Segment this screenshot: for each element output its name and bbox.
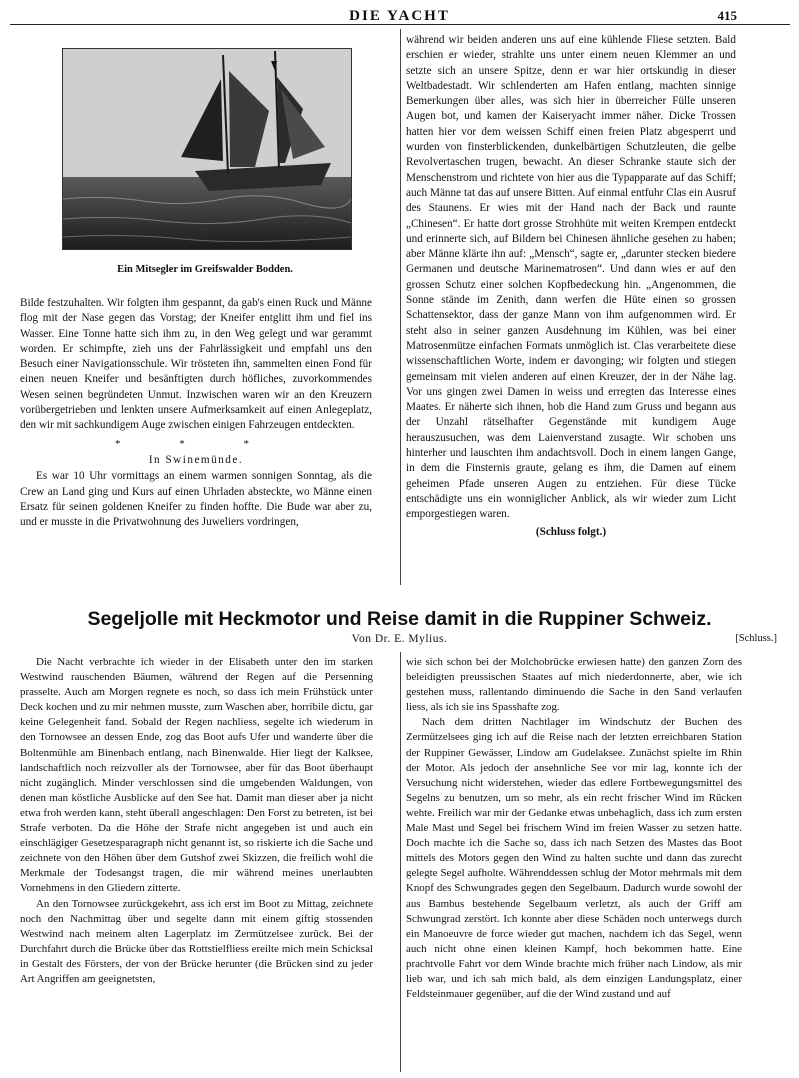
column-divider [400,652,401,1072]
sailboat-photo [62,48,352,250]
paragraph: Die Nacht verbrachte ich wieder in der Elisabeth unter den im starken Westwind rauschenden Bäumen, während der Regen auf die Persenning prasselte. Auch am Morgen regnete es noch, so dass ich mein Frühstück unter Deck kochen und zu mir nehmen musste, zum Waschen aber, horribile dictu, gar keine Gelegenheit fand. Sobald der Regen nachliess, segelte ich wiederum in den Tornowsee an dessen Ende, zog das Boot aufs Ufer und wanderte über die Boltenmühle am Binenbach entlang, nach Binenwalde. Hier liegt der Kalksee, landschaftlich noch reizvoller als der Tornowsee, aber für das Boot überhaupt nicht zugänglich. Minder verschlossen sind die umgebenden Waldungen, von denen man köstliche Ausblicke auf den See hat. Damit man dieser aber ja nicht etwa froh werden kann, steht überall angeschlagen: Den Forst zu betreten, ist bei Strafe verboten. Da die Höhe der Strafe nicht angegeben ist und auch ein einschlägiger Gesetzesparagraph nicht genannt ist, so riskierte ich die Sache und zeichnete von den Höhen über dem Gutshof zwei Skizzen, die freilich wohl die Merkmale der Todesangst tragen, die mir während meines unerlaubten Vornehmens in den Gliedern zitterte. [20,656,373,895]
paragraph: während wir beiden anderen uns auf eine kühlende Fliese setzten. Bald erschien er wieder, strahlte uns unter einem neuen Klemmer an und setzte sich an unsere Spitze, denn er war hier ortskundig in dieser Weltbadestadt. Wir schlenderten am Hafen entlang, machten sinnige Bemerkungen über alles, was sich hier in überreicher Fülle unseren Augen bot, und kamen der Kaiseryacht immer näher. Dicke Trossen hatten hier vor dem weissen Schiff einen freien Platz abgesperrt und wurden von finsterblickenden, dunkelbärtigen Schutzleuten, die gelbe Revolvertaschen trugen, bewacht. An dieser Schranke staute sich der Menschenstrom und richtete von hier aus die Typapparate auf das Schiff; auch Männe tat das auf unsere Bitten. Auf einmal entfuhr Clas ein Ausruf des Staunens. Er wies mit der Hand nach der Back und raunte „Chinesen“. Er hatte dort grosse Strohhüte mit weiten Krempen entdeckt und erinnerte sich, auf Bildern bei Chinesen ähnliche gesehen zu haben; aber Männe klärte ihn auf: „Mensch“, sagte er, „darunter stecken biedere Germanen und deutsche Marinematrosen“. Und dann wies er auf den grossen Schutz einer solchen Kopfbedeckung hin. „Angenommen, die Sonne stände im Zenith, dann werfen die Hüte einen so grossen Schattensektor, dass der ganze Mann von ihm aufgenommen wird. Er steht also in seiner ganzen Ausdehnung im Kühlen, was bei einer Matrosenmütze einfachen Formats unmöglich ist. Clas verarbeitete diese wissenschaftlichen Worte, indem er davonging; wir folgten und stiegen gemeinsam mit vielen anderen auf einen Kreuzer, der in der Nähe lag. Vor uns gingen zwei Damen in weiss und erregten das Interesse eines Maates. Er näherte sich ihnen, hob die Hand zum Gruss und begann aus der Unzahl rätselhafter Gegenstände mit kundigem Auge herauszusuchen, was dem Laienverstand zusagte. Wir schoben uns hinterher und lauschten ihm andachtsvoll. Doch in einem langen Gange, in dem die Finsternis graute, gelang es ihm, die Damen auf einem geheimen Pfade unseren Augen zu entziehen. Für diese Tücke entschädigte uns ein wonniglicher Anblick, als wir wieder zum Licht emporgestiegen waren. [406,34,736,521]
paragraph: wie sich schon bei der Molchobrücke erwiesen hatte) den ganzen Zorn des beleidigten preussischen Staates auf mich niederdonnerte, aber, wie ich gestehen muss, rallentando diminuendo die Sache in den Sand verlaufen liess, als ich sie ins Spasshafte zog. [406,656,742,714]
paragraph: Nach dem dritten Nachtlager im Windschutz der Buchen des Zermützelsees ging ich auf die Reise nach der letzten erreichbaren Station der Ruppiner Gewässer, Lindow am Gudelaksee. Zunächst spielte im Rhin der Motor. Als jedoch der ansehnliche See vor mir lag, konnte ich der Versuchung nicht widerstehen, wieder das edlere Fortbewegungsmittel des Segelns zu benutzen, um so mehr, als ein recht frischer Wind im Rücken wehte. Freilich war mir der Gedanke etwas unbehaglich, dass ich zum ersten Male Mast und Segel bei frischem Wind im freien Wasser zu setzen hatte. Doch machte ich die Sache so, dass ich nach Setzen des Mastes das Boot mittels des Motors gegen den Wind zu halten suchte und dann das zurecht gelegte Segel aufholte. Währenddessen schlug der Motor mehrmals mit dem Knopf des Schwungrades gegen den Segelbaum. Dadurch wurde sowohl der aus Bambus bestehende Segelbaum verletzt, als auch der Griff am Schwungrad zerstört. Ich konnte aber diese Schäden noch unterwegs durch ein Manoeuvre de force wieder gut machen, nachdem ich das Segel, wenn auch nicht ohne einen kleinen Kampf, hoch bekommen hatte. Eine prachtvolle Fahrt vor dem Winde brachte mich früher nach Lindow, als mir lieb war, und ich sah mich bald, als dem einzigen Landungsplatz, einer Feldsteinmauer gegenüber, auf die der Wind zustand und auf [406,716,742,1001]
article-left-column [20,655,373,987]
top-left-column [20,296,372,530]
section-subheading: In Swinemünde. [148,453,244,466]
top-right-column [406,33,736,540]
page-number: 415 [717,8,737,23]
column-divider [400,29,401,585]
article-title: Segeljolle mit Heckmotor und Reise damit in die Ruppiner Schweiz. [87,608,712,630]
sailboat-illustration [63,49,351,249]
journal-title: DIE YACHT [349,8,450,24]
figure-caption: Ein Mitsegler im Greifswalder Bodden. [117,264,293,275]
paragraph: An den Tornowsee zurückgekehrt, ass ich erst im Boot zu Mittag, zeichnete noch den Nachmittag über und segelte dann mit einem giftig stossenden Westwind nach meinem alten Lagerplatz im Zermützelsee zurück. Bei der Durchfahrt durch die Brücke über das Rottstielfliess ereilte mich mein Schicksal in Gestalt des Försters, der von der Brücke herunter (die Brücken sind zu jeder Art Angriffen am geeignetsten, [20,897,373,985]
paragraph: Bilde festzuhalten. Wir folgten ihm gespannt, da gab's einen Ruck und Männe flog mit der Nase gegen das Vorstag; der Kneifer entglitt ihm und fiel ins Wasser. Eine Tonne hatte sich ihm zu, in den Weg gelegt und war gerammt worden. Er schimpfte, zieh uns der Fahrlässigkeit und empfahl uns den Besuch einer Navigationsschule. Wir trösteten ihn, sammelten einen Fond für einen neuen Kneifer und besänftigten durch höfliches, zuvorkommendes Wesen seinen begründeten Unmut. Inzwischen waren wir an den Kreuzern vorübergetrieben und lenkten unsere Aufmerksamkeit auf einen Anlegeplatz, den wir mit sachkundigem Auge zwischen einigen Fahrzeugen entdeckten. [20,297,372,432]
continuation-tag: [Schluss.] [735,633,777,644]
section-stars: * * * [115,437,277,450]
article-right-column [406,655,742,1002]
continued-note: (Schluss folgt.) [535,525,607,538]
header-rule [10,24,790,25]
paragraph: Es war 10 Uhr vormittags an einem warmen sonnigen Sonntag, als die Crew an Land ging und Kurs auf einen Uhrladen absteckte, wo Männe einen Ersatz für seinen goldenen Kneifer zu finden hoffte. Die Bude war aber zu, und er musste in die Privatwohnung des Juweliers vordringen, [20,470,372,529]
article-byline: Von Dr. E. Mylius. [351,633,448,645]
